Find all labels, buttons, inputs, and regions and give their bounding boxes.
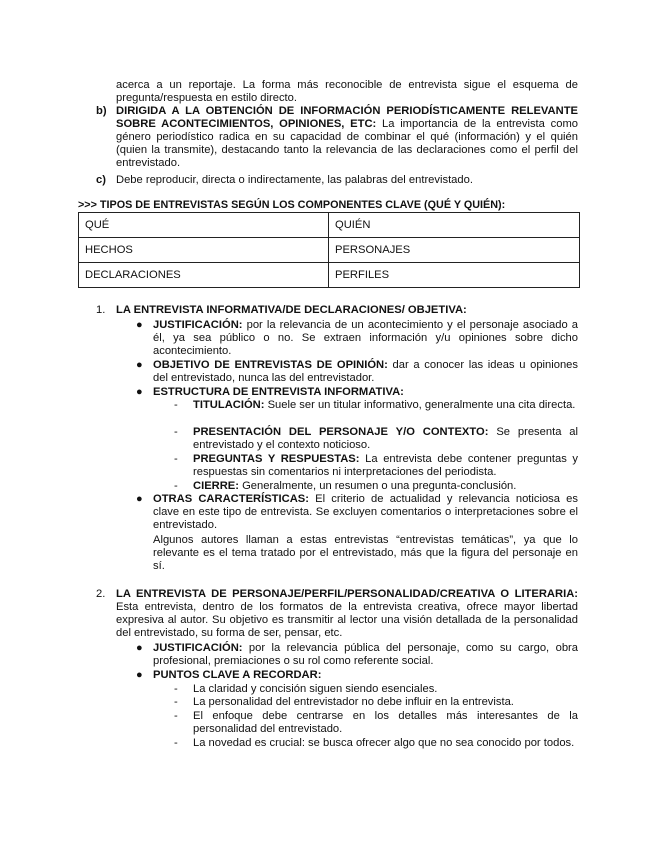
s1-titulacion xyxy=(193,399,578,412)
dash-marker: - xyxy=(174,737,178,749)
intro-paragraph: acerca a un reportaje. La forma más reconocible de entrevista sigue el esquema de pregunta/respuesta en estilo directo. xyxy=(116,79,578,104)
item-b-text: La importancia de la entrevista como género periodístico radica en su capacidad de combinar el qué (información) y el quién (quien la transmite), destacando tanto la relevancia de las declaraciones como el perfil del entrevistado. xyxy=(116,118,578,169)
section1-title: LA ENTREVISTA INFORMATIVA/DE DECLARACIONES/ OBJETIVA: xyxy=(116,304,467,316)
table-row xyxy=(79,238,580,263)
item-b-title: DIRIGIDA A LA OBTENCIÓN DE INFORMACIÓN PERIODÍSTICAMENTE RELEVANTE SOBRE ACONTECIMIENTOS, OPINIONES, ETC: xyxy=(116,105,578,130)
s1-presentacion-label: PRESENTACIÓN DEL PERSONAJE Y/O CONTEXTO: xyxy=(193,426,489,438)
bullet-icon: ● xyxy=(136,493,143,505)
section2-number: 2. xyxy=(96,588,106,600)
s1-otras-text: El criterio de actualidad y relevancia noticiosa es clave en este tipo de entrevista. Se excluyen comentarios o interpretaciones sobre el entrevistado. xyxy=(153,493,578,531)
tipos-heading: >>> TIPOS DE ENTREVISTAS SEGÚN LOS COMPONENTES CLAVE (QUÉ Y QUIÉN): xyxy=(78,199,506,211)
s1-cierre xyxy=(193,480,578,493)
s1-titulacion-label: TITULACIÓN: xyxy=(193,399,265,411)
s2-point-1: La claridad y concisión siguen siendo esenciales. xyxy=(193,683,438,695)
s2-point-4: La novedad es crucial: se busca ofrecer algo que no sea conocido por todos. xyxy=(193,737,575,749)
components-table xyxy=(78,212,580,288)
table-cell: PERFILES xyxy=(329,263,580,288)
s1-objetivo-text: dar a conocer las ideas u opiniones del entrevistado, nunca las del entrevistador. xyxy=(153,359,579,384)
bullet-icon: ● xyxy=(136,319,143,331)
item-b-paragraph xyxy=(116,105,578,170)
table-cell: DECLARACIONES xyxy=(79,263,329,288)
table-row xyxy=(79,213,580,238)
bullet-icon: ● xyxy=(136,386,143,398)
s2-justificacion-text: por la relevancia pública del personaje, como su cargo, obra profesional, premiaciones o su rol como referente social. xyxy=(153,642,578,667)
s1-estructura-label: ESTRUCTURA DE ENTREVISTA INFORMATIVA: xyxy=(153,386,404,398)
s1-cierre-text: Generalmente, un resumen o una pregunta-conclusión. xyxy=(239,480,517,492)
section1-number: 1. xyxy=(96,304,106,316)
s2-justificacion-label: JUSTIFICACIÓN: xyxy=(153,642,243,654)
item-b-label: b) xyxy=(96,105,107,117)
s1-objetivo-label: OBJETIVO DE ENTREVISTAS DE OPINIÓN: xyxy=(153,359,388,371)
s1-justificacion-label: JUSTIFICACIÓN: xyxy=(153,319,243,331)
bullet-icon: ● xyxy=(136,642,143,654)
s2-point-3: El enfoque debe centrarse en los detalles más interesantes de la personalidad del entrevistado. xyxy=(193,710,578,735)
s2-point-2: La personalidad del entrevistador no debe influir en la entrevista. xyxy=(193,696,514,708)
dash-marker: - xyxy=(174,683,178,695)
s1-titulacion-text: Suele ser un titular informativo, generalmente una cita directa. xyxy=(264,399,576,411)
s2-puntos-label: PUNTOS CLAVE A RECORDAR: xyxy=(153,669,322,681)
table-cell: QUIÉN xyxy=(329,213,580,238)
section2-title: LA ENTREVISTA DE PERSONAJE/PERFIL/PERSONALIDAD/CREATIVA O LITERARIA: xyxy=(116,588,578,600)
dash-marker: - xyxy=(174,710,178,722)
s1-justificacion-text: por la relevancia de un acontecimiento y el personaje asociado a él, ya sea público o no. Se extraen información y/u opiniones sobre dicho acontecimiento. xyxy=(153,319,578,357)
s1-preguntas-label: PREGUNTAS Y RESPUESTAS: xyxy=(193,453,360,465)
item-c-text: Debe reproducir, directa o indirectamente, las palabras del entrevistado. xyxy=(116,174,473,186)
s1-otras-label: OTRAS CARACTERÍSTICAS: xyxy=(153,493,309,505)
table-row xyxy=(79,263,580,288)
s1-otras-extra: Algunos autores llaman a estas entrevistas “entrevistas temáticas”, ya que lo relevante es el tema tratado por el entrevistado, más que la figura del personaje en sí. xyxy=(153,534,578,572)
s1-cierre-label: CIERRE: xyxy=(193,480,239,492)
table-cell: PERSONAJES xyxy=(329,238,580,263)
section2-paragraph xyxy=(116,588,578,640)
dash-marker: - xyxy=(174,399,178,411)
s2-justificacion xyxy=(153,642,578,668)
dash-marker: - xyxy=(174,480,178,492)
s1-preguntas-text: La entrevista debe contener preguntas y respuestas sin comentarios ni interpretaciones del periodista. xyxy=(193,453,579,478)
s1-justificacion xyxy=(153,319,578,358)
table-cell: QUÉ xyxy=(79,213,329,238)
dash-marker: - xyxy=(174,453,178,465)
table-cell: HECHOS xyxy=(79,238,329,263)
bullet-icon: ● xyxy=(136,359,143,371)
s1-presentacion xyxy=(193,426,578,452)
s1-presentacion-text: Se presenta al entrevistado y el contexto noticioso. xyxy=(193,426,578,451)
bullet-icon: ● xyxy=(136,669,143,681)
s1-objetivo xyxy=(153,359,578,385)
s1-otras xyxy=(153,493,578,532)
s1-preguntas xyxy=(193,453,578,479)
section2-intro: Esta entrevista, dentro de los formatos de la entrevista creativa, ofrece mayor libertad expresiva al autor. Su objetivo es transmitir al lector una visión detallada de la personalidad del entrevistado, su forma de ser, pensar, etc. xyxy=(116,601,578,639)
dash-marker: - xyxy=(174,426,178,438)
dash-marker: - xyxy=(174,696,178,708)
item-c-label: c) xyxy=(96,174,106,186)
